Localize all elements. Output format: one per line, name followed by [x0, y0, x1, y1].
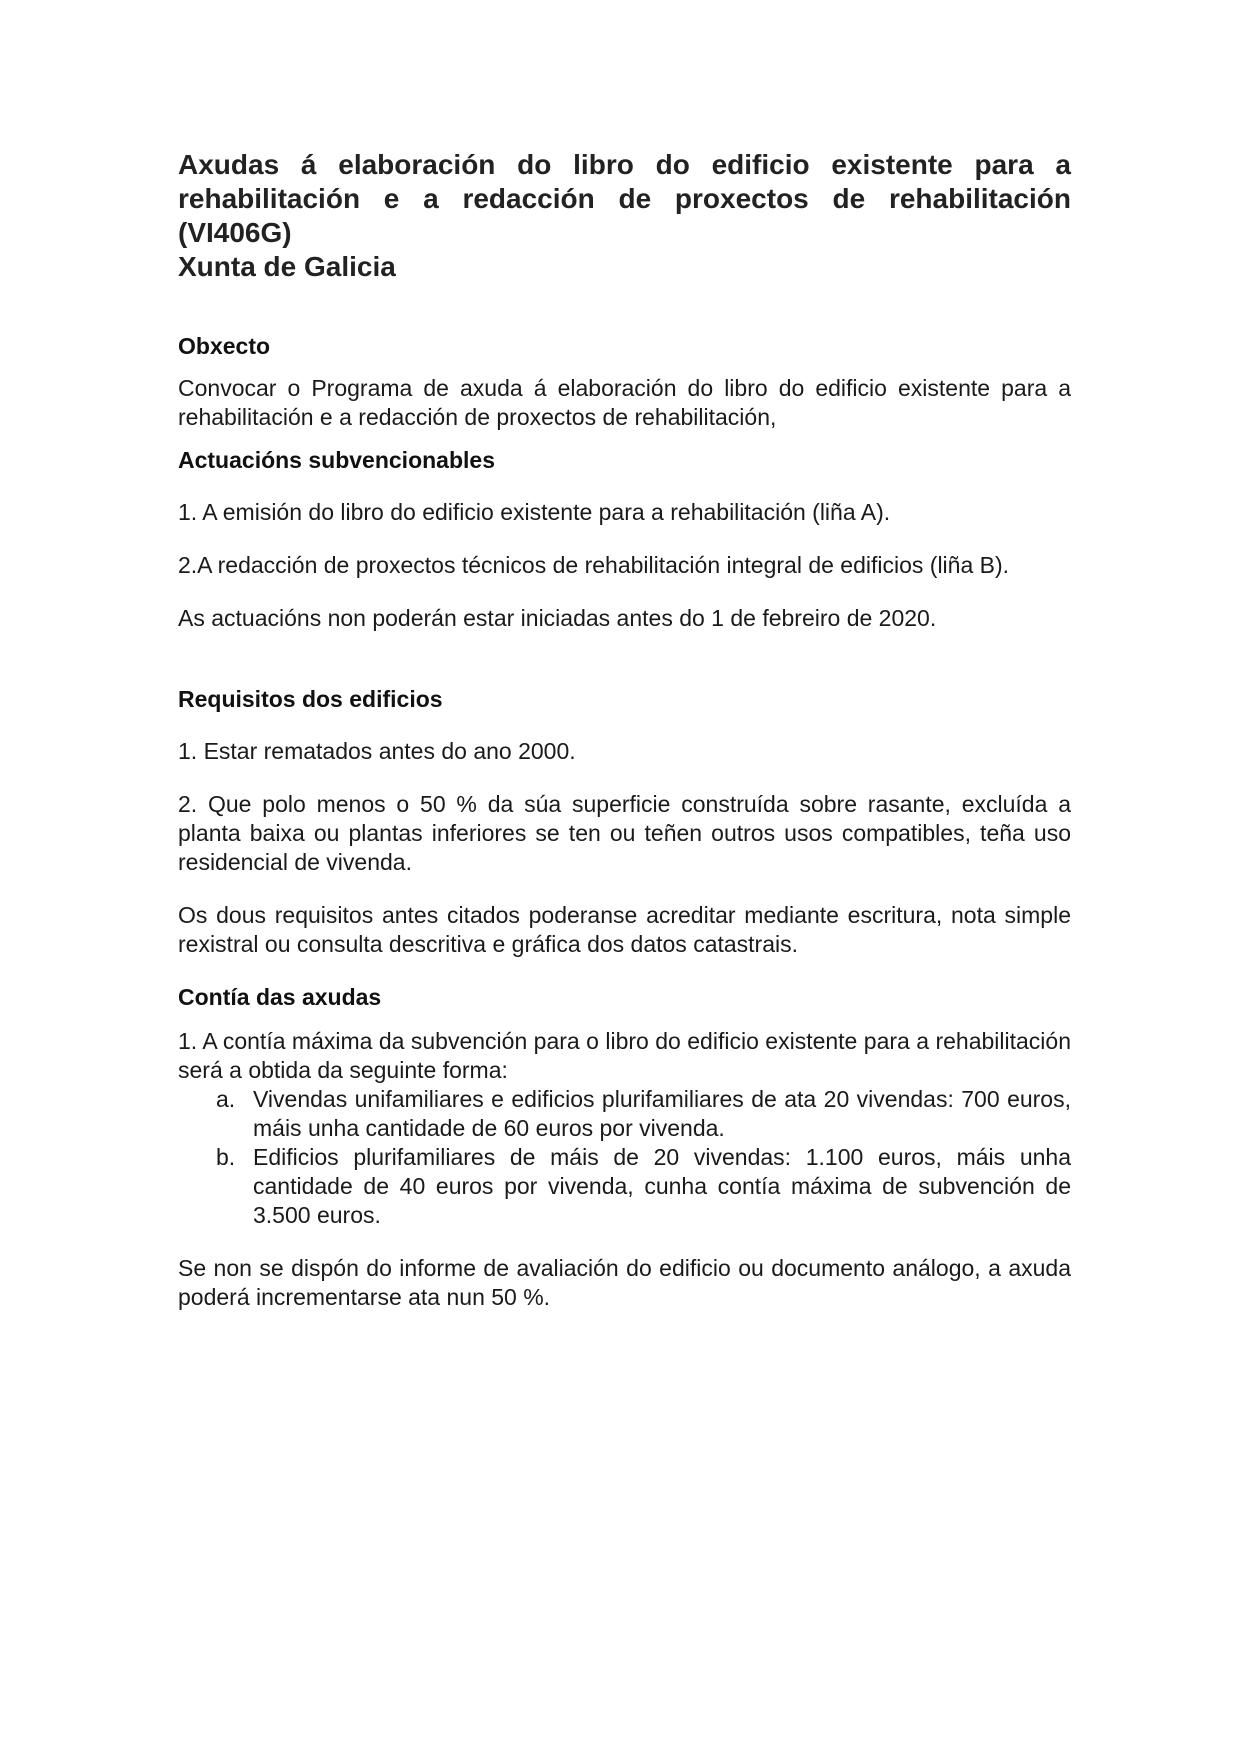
requisitos-item-2: 2. Que polo menos o 50 % da súa superficie construída sobre rasante, excluída a planta baixa ou plantas inferiores se ten ou teñen outros usos compatibles, teña uso residencial de vivenda.	[178, 791, 1071, 875]
document-page	[178, 148, 1071, 1312]
actuacions-item-2: 2.A redacción de proxectos técnicos de rehabilitación integral de edificios (liña B).	[178, 552, 1010, 578]
section-heading-obxecto: Obxecto	[178, 333, 271, 359]
contia-intro: 1. A contía máxima da subvención para o libro do edificio existente para a rehabilitación será a obtida da seguinte forma:	[178, 1028, 1071, 1083]
requisitos-item-1: 1. Estar rematados antes do ano 2000.	[178, 738, 576, 764]
obxecto-text: Convocar o Programa de axuda á elaboración do libro do edificio existente para a rehabilitación e a redacción de proxectos de rehabilitación,	[178, 375, 1071, 430]
contia-list	[178, 1085, 1071, 1230]
list-marker: b.	[216, 1144, 236, 1170]
list-marker: a.	[216, 1086, 236, 1112]
contia-note: Se non se dispón do informe de avaliación do edificio ou documento análogo, a axuda poderá incrementarse ata nun 50 %.	[178, 1255, 1071, 1310]
list-item	[178, 1143, 1071, 1230]
list-item-text: Vivendas unifamiliares e edificios plurifamiliares de ata 20 vivendas: 700 euros, máis unha cantidade de 60 euros por vivenda.	[253, 1086, 1071, 1141]
list-item-text: Edificios plurifamiliares de máis de 20 vivendas: 1.100 euros, máis unha cantidade de 40 euros por vivenda, cunha contía máxima de subvención de 3.500 euros.	[253, 1144, 1071, 1228]
requisitos-note: Os dous requisitos antes citados poderanse acreditar mediante escritura, nota simple rexistral ou consulta descritiva e gráfica dos datos catastrais.	[178, 902, 1071, 957]
document-title: Axudas á elaboración do libro do edificio existente para a rehabilitación e a redacción de proxectos de rehabilitación (VI406G)	[178, 149, 1071, 248]
section-heading-actuacions: Actuacións subvencionables	[178, 447, 495, 473]
document-organization: Xunta de Galicia	[178, 251, 396, 282]
section-heading-contia: Contía das axudas	[178, 984, 382, 1010]
list-item	[178, 1085, 1071, 1143]
section-heading-requisitos: Requisitos dos edificios	[178, 686, 443, 712]
actuacions-note: As actuacións non poderán estar iniciadas antes do 1 de febreiro de 2020.	[178, 605, 937, 631]
actuacions-item-1: 1. A emisión do libro do edificio existente para a rehabilitación (liña A).	[178, 499, 891, 525]
